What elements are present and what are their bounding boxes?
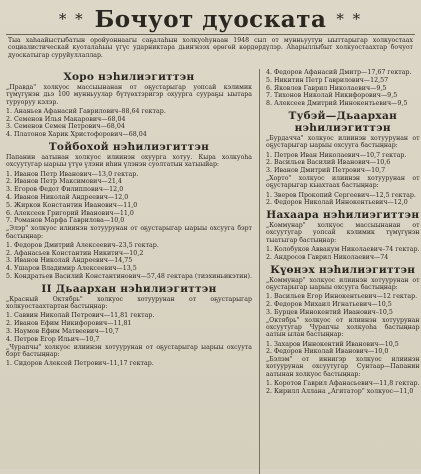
- honor-list-item: 2. Иванов Петр Максимович—21,4: [6, 178, 122, 186]
- honor-list-item: 2. Федоров Николай Иванович—10,0: [265, 348, 389, 356]
- article-section: [266, 175, 420, 207]
- honor-list-item: 3. Бурцев Иннокентий Иванович–10,5: [265, 308, 393, 316]
- honor-list-item: 1. Захаров Иннокентий Иванович—10,5: [265, 340, 399, 348]
- masthead: [6, 4, 415, 35]
- honor-list-item: 2. Иванов Ефим Никифорович—11,81: [6, 320, 132, 328]
- article-section: [266, 264, 420, 317]
- honor-list-item: 5. Жирков Константин Иванович—11,0: [6, 201, 138, 209]
- honor-list-item: 1. Ананьев Афанасий Гаврилович–88,64 гектар.: [6, 107, 166, 115]
- honor-list-item: 1. Васильев Егор Иннокентьевич—12 гектар.: [265, 293, 418, 301]
- honor-list-item: 4. Платонов Харик Христофорович—68,04: [6, 131, 147, 139]
- honor-list-item: 2. Кирилл Аллана „Агитатор" холкуос—11,0: [265, 387, 414, 395]
- section-heading: Нахаара нэһилиэгиттэн: [266, 209, 420, 222]
- honor-list-item: 1. Колобуков Аввакум Николаевич–74 гектар.: [265, 246, 420, 254]
- honor-list-item: 4. Ушаров Владимир Алексеевич—13,5: [6, 265, 137, 273]
- article-section: [266, 110, 420, 175]
- honor-list-item: 1. Петров Иван Николаевич—10,7 гектар.: [265, 151, 407, 159]
- honor-list-item: 1. Иванов Петр Иванович—13,0 гектар.: [6, 170, 139, 178]
- columns: [6, 69, 420, 474]
- honor-list-item: 6. Алексеев Григорий Иванович—11,0: [6, 209, 134, 217]
- honor-list-item: 3. Егоров Федот Филиппович—12,0: [6, 186, 124, 194]
- section-heading: Тубэй—Дьаархан нэһилиэгиттэн: [288, 109, 398, 134]
- page-title: Бочуот дуоската: [94, 5, 327, 33]
- section-text: „Правда" холкуос массыынанан от оҕустарыгар уопсай кэлимик түмүгүнэн дьэ 100 мунньуулар бүтүөхтэригэр охуурга суураҕы ыытара туруоруу кэлэр.: [6, 84, 252, 106]
- honor-list-item: 1. Федоров Дмитрий Алексеевич–23,5 гектар.: [6, 241, 159, 249]
- honor-list-item: 1. Сидоров Алексей Петрович–11,17 гектар.: [6, 360, 154, 368]
- section-heading: Хоро нэһилиэгиттэн: [63, 71, 195, 83]
- honor-list-item: 2. Федоров Михаил Игнатьевич—10,5: [265, 301, 392, 309]
- honor-list-item: 6. Яковлев Гаврил Николаевич—9,5: [265, 84, 387, 92]
- section-text: „Чурапчы" холкуос илиинэн хотуурунан от оҕустарыгар ыарыы охсуута бэрт бастыңнар:: [6, 343, 252, 358]
- article-section: [6, 225, 252, 281]
- honor-list-item: 3. Иванов Дмитрий Петрович—10,7: [265, 167, 386, 175]
- honor-list-item: 4. Федоров Афанасий Дмитр—17,67 гектар.: [265, 69, 412, 76]
- honor-list-item: 3. Семенов Семен Петрович—68,04: [6, 123, 125, 131]
- honor-list-item: 1. Зверев Прокопий Сергеевич—12,5 гектар.: [265, 191, 416, 199]
- section-text: „Элэр" холкуос илиинэн хотуурунан от оҕустарыгар ыарыы охсууга бэрт бастыңнар:: [6, 225, 252, 240]
- section-text: „Коммунар" холкуос массыынанан от охсуутугар уопсай кэлимик түмүгүнэн тыатыгар бастыңнар:: [265, 222, 420, 244]
- intro-paragraph: Тыа хаһаайыстыбатын оройуоннаагы саҕалаһын холкуоһунаан 1948 сыл от мунньуутун ыыттарыгар холкуостаах социалистическай куоталаһыы үгүс ударниктара дьиҥнээх өрөгөй көрдөрдүлэр. Аһарыллыбыт холкуостаахтар бочуот дуоскатыгар суруйуллаллар.: [8, 37, 413, 59]
- section-text: Папанин аатынан холкуос илиинэн охуурга хотуу. Кыра холкуоһа охсуутугар ыарыы үтүө үлэни иһин үлэнэн суолтатын хатыыйар:: [6, 154, 252, 169]
- honor-list-item: 7. Тихонов Николай Никифорович—9,5: [265, 92, 398, 100]
- article-section: [266, 209, 420, 261]
- honor-list-item: 5. Кондратьев Василий Константинович—57,48 гектара (тиэхиньикэтин).: [6, 273, 252, 281]
- article-section: [6, 141, 252, 225]
- section-text: „Коммунар" холкуос илиинэн хотуурунан от оҕустарыгар ыарыы охсууга бастыңнар:: [265, 276, 420, 291]
- honor-list-item: 1. Коротов Гаврил Афанасьевич—11,8 гектар.: [265, 380, 420, 387]
- section-text: „Бурдачча" холкуос илиинэн хотуурунан от оҕустарыгар ыарыы охсууга бастыңнар:: [265, 134, 420, 150]
- honor-list-item: 2. Федоров Николай Иннокентьевич—12,0: [265, 199, 408, 207]
- honor-list-item: 1. Саввин Николай Петрович—11,81 гектар.: [6, 312, 155, 320]
- article-section: [266, 69, 420, 108]
- honor-list-item: 8. Алексеев Дмитрий Иннокентьевич—9,5: [265, 100, 408, 108]
- section-text: „Бэлэм" от иннигэр холкуос илиинэн хотуурунан охсуутугар Сунтаар—Папанин аатынан холкуос бастыңнар:: [265, 356, 420, 378]
- honor-list-item: 2. Васильев Василий Иванович—10,6: [265, 159, 391, 167]
- honor-list-item: 2. Андросов Гаврил Николаевич—74: [265, 253, 389, 261]
- article-section: [6, 71, 252, 139]
- honor-list-item: 4. Иванов Николай Андреевич—12,0: [6, 194, 129, 202]
- honor-list-item: 4. Петров Егор Ильич—10,7: [6, 335, 100, 343]
- article-section: [6, 344, 252, 368]
- section-text: „Красный Октябрь" холкуос хотуурунан от оҕустарыгар холкуостаахтартан бастыңнар:: [6, 295, 252, 311]
- section-heading: Тойбохой нэһилиэгиттэн: [48, 141, 210, 154]
- honor-list-item: 2. Афанасьев Константин Никитич—10,2: [6, 249, 144, 257]
- right-column: [259, 69, 420, 474]
- stars-right-decoration: * *: [336, 10, 363, 28]
- article-section: [266, 356, 420, 395]
- honor-list-item: 2. Семенов Илья Макарович—68,04: [6, 115, 126, 123]
- section-heading: Күөнэх нэһилиэгиттэн: [270, 263, 416, 276]
- honor-list-item: 3. Иванов Николай Андреевич—14,75: [6, 257, 133, 265]
- honor-list-item: 7. Романов Марфа Гаврилова—10,0: [6, 217, 125, 225]
- section-text: „Октябрь" холкуос от илиинэн хотуурунан охсуутугар Чурапчы холкуоһа бастыңнар аатын ылан бастыңнар:: [265, 316, 420, 339]
- section-heading: II Дьаархан нэһилиэгиттэн: [41, 282, 217, 295]
- stars-left-decoration: * *: [58, 10, 85, 28]
- article-section: [6, 283, 252, 344]
- article-section: [266, 317, 420, 356]
- left-column: [6, 69, 252, 474]
- honor-list-item: 5. Никитин Петр Гаврилович—12,57: [265, 76, 389, 84]
- section-text: „Хорто" холкуос илиинэн хотуурунан от оҕустарыгар кыахтаах бастыңнар:: [265, 174, 420, 190]
- honor-list-item: 3. Наумов Ефим Матвеевич—10,7: [6, 328, 119, 336]
